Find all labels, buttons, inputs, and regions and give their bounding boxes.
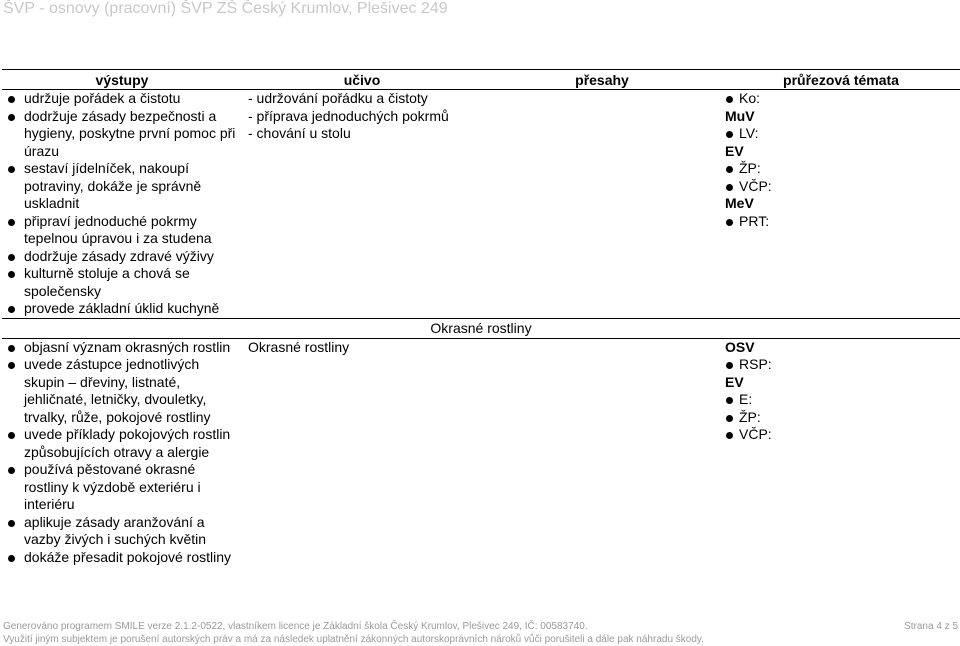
output-item: provede základní úklid kuchyně xyxy=(6,300,242,318)
output-item: udržuje pořádek a čistotu xyxy=(6,90,242,108)
content-item: Okrasné rostliny xyxy=(248,338,350,355)
theme-item: VČP: xyxy=(722,426,960,444)
footer-copyright-note: Využití jiným subjektem je porušení autorských práv a má za následek uplatnění zákonných autorskoprávních nároků vůči porušiteli a dále pak náhradu škody. xyxy=(3,634,704,645)
output-item: kulturně stoluje a chová se společensky xyxy=(6,265,242,300)
content-item: - příprava jednoduchých pokrmů xyxy=(248,107,449,124)
column-header-outputs: výstupy xyxy=(2,70,242,90)
table-header-row xyxy=(2,70,960,90)
column-header-overlaps: přesahy xyxy=(482,70,722,90)
outputs-cell xyxy=(2,338,242,566)
output-item: sestaví jídelníček, nakoupí potraviny, dokáže je správně uskladnit xyxy=(6,160,242,213)
output-item: používá pěstované okrasné rostliny k výzdobě exteriéru i interiéru xyxy=(6,461,242,514)
overlaps-cell xyxy=(482,338,722,566)
content-item: - chování u stolu xyxy=(248,125,351,141)
table-row xyxy=(2,90,960,319)
overlaps-cell xyxy=(482,90,722,319)
section-header-row xyxy=(2,318,960,338)
curriculum-table xyxy=(2,69,960,566)
theme-item: E: xyxy=(722,391,960,409)
output-item: dodržuje zásady zdravé výživy xyxy=(6,248,242,266)
theme-abbr: MuV xyxy=(725,107,755,124)
table-row xyxy=(2,338,960,566)
output-item: objasní význam okrasných rostlin xyxy=(6,339,242,357)
theme-abbr: EV xyxy=(725,142,744,159)
outputs-cell xyxy=(2,90,242,319)
page-number: Strana 4 z 5 xyxy=(904,621,958,632)
document-title: ŠVP - osnovy (pracovní) ŠVP ZŠ Český Krumlov, Plešivec 249 xyxy=(3,0,448,17)
output-item: uvede příklady pokojových rostlin způsobujících otravy a alergie xyxy=(6,426,242,461)
output-item: aplikuje zásady aranžování a vazby živých i suchých květin xyxy=(6,514,242,549)
theme-item: RSP: xyxy=(722,356,960,374)
content-cell xyxy=(242,338,482,566)
theme-item: VČP: xyxy=(722,178,960,196)
theme-abbr: OSV xyxy=(725,338,755,355)
output-item: připraví jednoduché pokrmy tepelnou úpravou i za studena xyxy=(6,213,242,248)
output-item: dodržuje zásady bezpečnosti a hygieny, poskytne první pomoc při úrazu xyxy=(6,108,242,161)
column-header-themes: průřezová témata xyxy=(722,70,960,90)
theme-abbr: MeV xyxy=(725,195,754,211)
theme-item: PRT: xyxy=(722,213,960,231)
theme-item: ŽP: xyxy=(722,160,960,178)
theme-item: LV: xyxy=(722,125,960,143)
content-cell xyxy=(242,90,482,319)
output-item: dokáže přesadit pokojové rostliny xyxy=(6,549,242,567)
column-header-content: učivo xyxy=(242,70,482,90)
themes-cell xyxy=(722,90,960,319)
content-item: - udržování pořádku a čistoty xyxy=(248,90,428,106)
theme-item: Ko: xyxy=(722,90,960,108)
theme-abbr: EV xyxy=(725,373,744,390)
section-title: Okrasné rostliny xyxy=(2,318,960,338)
footer-generated-note: Generováno programem SMILE verze 2.1.2-0522, vlastníkem licence je Základní škola Český Krumlov, Plešivec 249, IČ: 00583740. xyxy=(3,621,588,632)
output-item: uvede zástupce jednotlivých skupin – dřeviny, listnaté, jehličnaté, letničky, dvouletky, trvalky, růže, pokojové rostliny xyxy=(6,356,242,426)
themes-cell xyxy=(722,338,960,566)
theme-item: ŽP: xyxy=(722,409,960,427)
